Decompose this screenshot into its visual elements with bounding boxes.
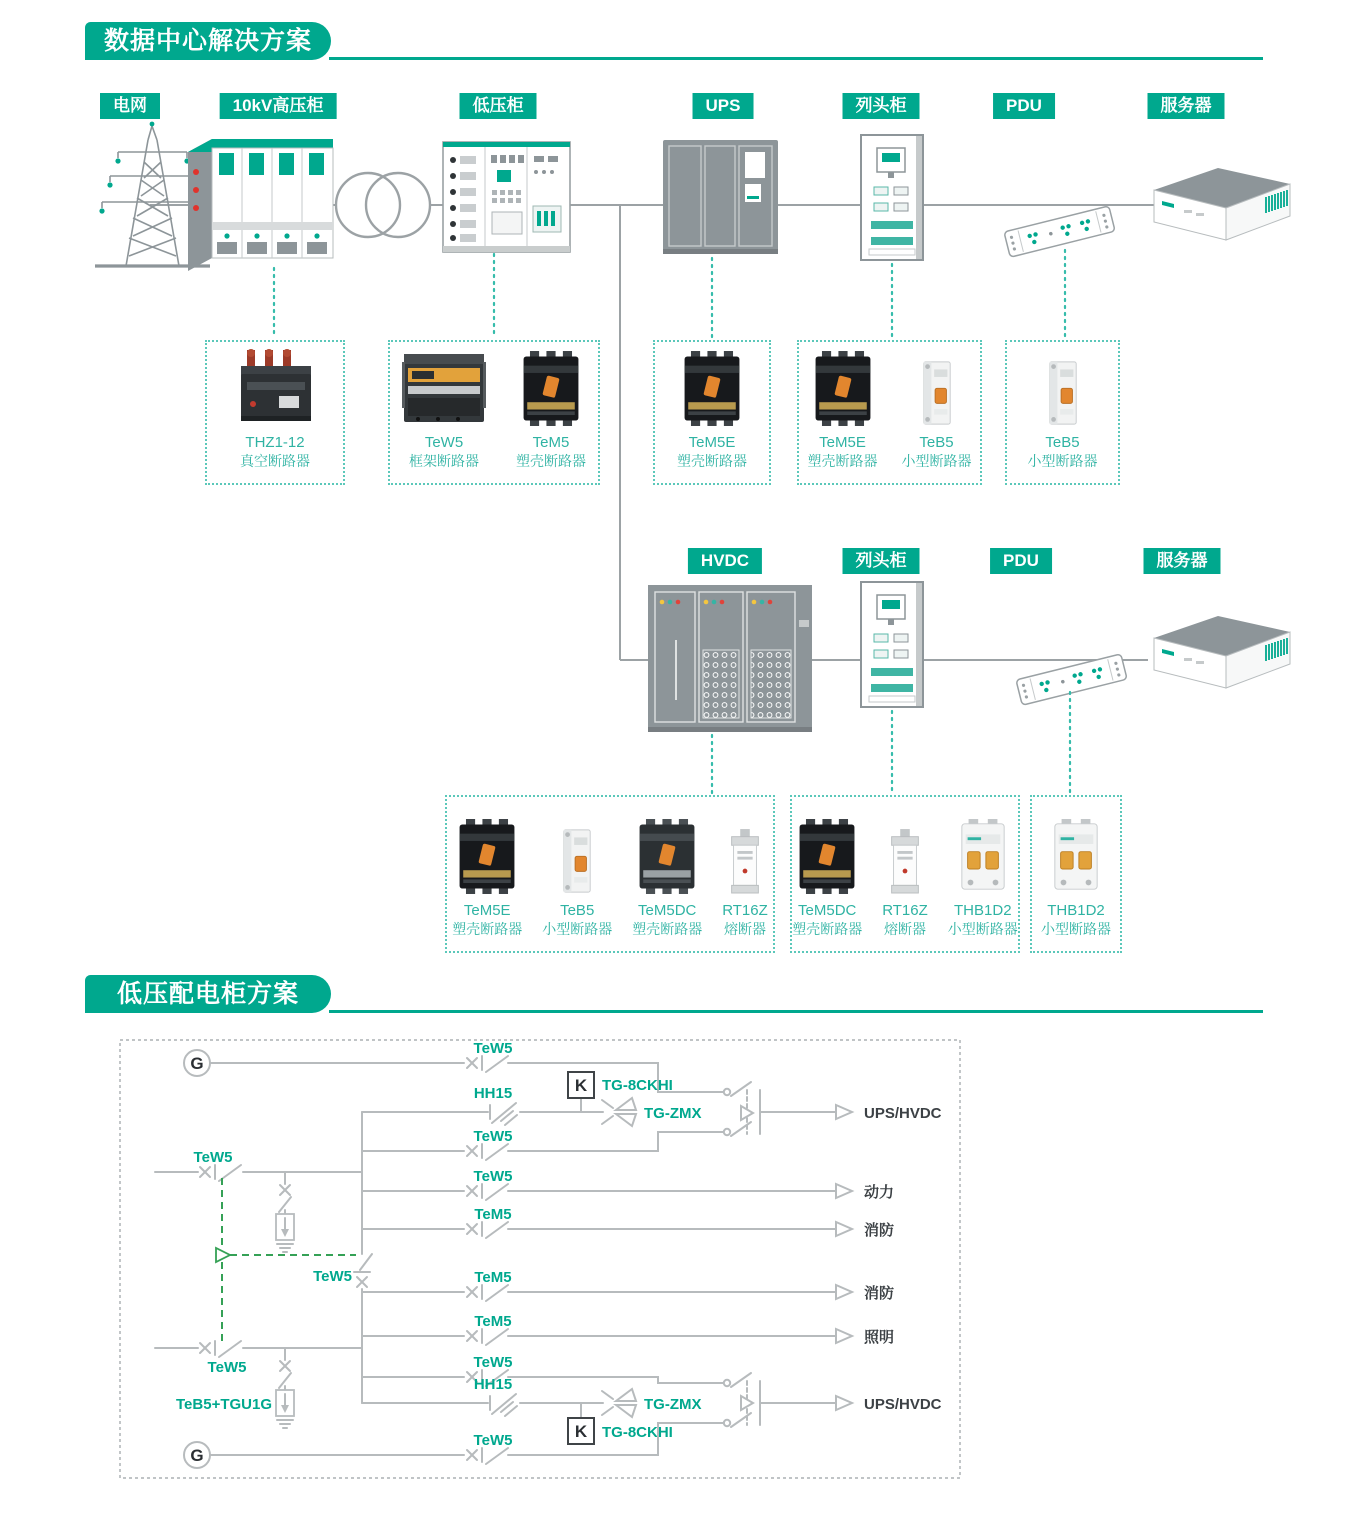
fuse-image — [724, 829, 766, 894]
fuse-image — [884, 829, 926, 894]
output-label: 消防 — [864, 1285, 895, 1302]
product-group-lv — [388, 340, 600, 485]
section-title-datacenter: 数据中心解决方案 — [85, 22, 331, 60]
product-type: 真空断路器 — [240, 453, 310, 469]
product-vcb — [233, 348, 317, 471]
breaker-symbol — [467, 1144, 508, 1160]
tg-zmx-symbol — [602, 1389, 636, 1417]
breaker-symbol — [467, 1056, 508, 1072]
ats-symbol — [724, 1373, 836, 1427]
tag-pdu: PDU — [993, 93, 1055, 119]
mcb-image — [558, 828, 596, 894]
pdu-illustration — [1004, 206, 1115, 257]
contactor-letter: K — [574, 1076, 588, 1095]
incoming-breaker — [200, 1341, 241, 1357]
product-mccb — [808, 351, 878, 471]
frame-breaker-image — [402, 348, 486, 426]
product-model: TeM5DC — [638, 902, 697, 919]
breaker-symbol — [467, 1222, 508, 1238]
output-label: UPS/HVDC — [864, 1105, 942, 1122]
output-arrow — [836, 1105, 852, 1119]
fuse-label: HH15 — [473, 1085, 513, 1102]
breaker-label: TeW5 — [473, 1432, 513, 1449]
product-model: TeM5E — [463, 902, 511, 919]
mccb-image — [811, 351, 875, 426]
fuse-switch-symbol — [490, 1394, 517, 1416]
product-type: 熔断器 — [883, 921, 926, 937]
product-group-hv — [205, 340, 345, 485]
title-underline — [329, 57, 1263, 60]
tag-pdu: PDU — [990, 548, 1052, 574]
product-type: 小型断路器 — [1041, 921, 1111, 937]
product-type: 小型断路器 — [947, 921, 1018, 937]
tg-zmx-symbol — [602, 1098, 636, 1126]
output-arrow — [836, 1396, 852, 1410]
mccb-image — [680, 351, 744, 426]
breaker-label: TeW5 — [473, 1040, 513, 1057]
contactor-letter: K — [574, 1422, 588, 1441]
mcb-image — [1044, 360, 1082, 426]
product-mccb-dc — [792, 819, 862, 939]
product-group-rowcab2 — [790, 795, 1020, 953]
output-arrow — [836, 1222, 852, 1236]
bus-tie-breaker — [354, 1254, 372, 1287]
product-model: THZ1-12 — [245, 434, 305, 451]
product-type: 小型断路器 — [542, 921, 613, 937]
product-type: 框架断路器 — [409, 453, 479, 469]
server-illustration — [1154, 168, 1290, 240]
product-model: TeW5 — [424, 434, 464, 451]
ats-symbol — [724, 1082, 836, 1136]
product-model: TeB5 — [560, 902, 595, 919]
transformer-symbol — [336, 173, 430, 237]
breaker-label: TeW5 — [473, 1128, 513, 1145]
product-model: TeM5E — [819, 434, 866, 451]
mccb-image — [635, 819, 699, 894]
tag-server: 服务器 — [1148, 93, 1225, 119]
product-type: 塑壳断路器 — [792, 921, 863, 937]
output-arrow — [836, 1184, 852, 1198]
breaker-symbol — [467, 1329, 508, 1345]
output-label: 动力 — [864, 1184, 895, 1201]
mccb-image — [519, 351, 583, 426]
product-model: TeM5DC — [798, 902, 857, 919]
vacuum-breaker-image — [233, 348, 317, 426]
product-type: 熔断器 — [723, 921, 766, 937]
breaker-label: TeW5 — [473, 1168, 513, 1185]
output-arrow — [836, 1285, 852, 1299]
mcb2-image — [957, 819, 1009, 894]
title-underline — [329, 1010, 1263, 1013]
output-label: UPS/HVDC — [864, 1396, 942, 1413]
product-group-pdu2 — [1030, 795, 1122, 953]
tag-server: 服务器 — [1144, 548, 1221, 574]
product-fuse — [882, 829, 928, 939]
product-type: 塑壳断路器 — [632, 921, 703, 937]
product-mccb — [452, 819, 522, 939]
product-mcb — [902, 360, 972, 471]
incoming-breaker — [200, 1165, 241, 1181]
fuse-label: HH15 — [473, 1376, 513, 1393]
output-arrow — [836, 1329, 852, 1343]
section-title-lv-panel: 低压配电柜方案 — [85, 975, 331, 1013]
breaker-label: TeM5 — [474, 1313, 512, 1330]
contactor-label: TG-8CKHI — [602, 1077, 673, 1094]
tag-lv-cabinet: 低压柜 — [460, 93, 537, 119]
breaker-symbol — [467, 1285, 508, 1301]
generator-letter: G — [190, 1446, 204, 1465]
product-type: 塑壳断路器 — [516, 453, 586, 469]
product-model: TeM5 — [532, 434, 570, 451]
product-group-rowcab — [797, 340, 982, 485]
row-cabinet-illustration — [861, 582, 923, 707]
spd-branch — [276, 1172, 294, 1252]
tag-row-cabinet: 列头柜 — [843, 93, 920, 119]
product-model: THB1D2 — [1047, 902, 1105, 919]
product-model: THB1D2 — [954, 902, 1012, 919]
breaker-label: TeM5 — [474, 1269, 512, 1286]
tag-ups: UPS — [693, 93, 754, 119]
product-model: TeM5E — [688, 434, 736, 451]
product-mcb — [1028, 360, 1098, 471]
tag-hvdc: HVDC — [688, 548, 762, 574]
spd-label: TeB5+TGU1G — [176, 1396, 272, 1413]
zmx-label: TG-ZMX — [644, 1105, 702, 1122]
tag-row-cabinet: 列头柜 — [843, 548, 920, 574]
product-type: 塑壳断路器 — [677, 453, 747, 469]
tie-breaker-label: TeW5 — [313, 1268, 352, 1285]
single-line-diagram — [155, 1040, 942, 1468]
spd-branch — [276, 1348, 294, 1428]
breaker-label: TeM5 — [474, 1206, 512, 1223]
breaker-symbol — [467, 1448, 508, 1464]
product-model: RT16Z — [882, 902, 928, 919]
breaker-symbol — [467, 1184, 508, 1200]
product-mcb — [542, 828, 612, 939]
ups-illustration — [663, 140, 778, 254]
row-cabinet-illustration — [861, 135, 923, 260]
product-type: 塑壳断路器 — [807, 453, 878, 469]
incomer-label: TeW5 — [207, 1359, 247, 1376]
product-group-hvdc — [445, 795, 775, 953]
output-label: 照明 — [864, 1329, 895, 1346]
output-label: 消防 — [864, 1222, 895, 1239]
product-type: 小型断路器 — [1027, 453, 1098, 469]
product-mccb — [677, 351, 747, 471]
incomer-label: TeW5 — [193, 1149, 233, 1166]
fuse-switch-symbol — [490, 1103, 517, 1125]
breaker-label: TeW5 — [473, 1354, 513, 1371]
pdu-illustration — [1016, 654, 1127, 705]
product-type: 小型断路器 — [901, 453, 972, 469]
contactor-label: TG-8CKHI — [602, 1424, 673, 1441]
product-fuse — [722, 829, 768, 939]
product-model: RT16Z — [722, 902, 768, 919]
product-mcb-2pole — [948, 819, 1018, 939]
mcb-image — [918, 360, 956, 426]
product-mccb-dc — [632, 819, 702, 939]
mccb-image — [795, 819, 859, 894]
product-group-ups — [653, 340, 771, 485]
product-group-pdu — [1005, 340, 1120, 485]
server-illustration — [1154, 616, 1290, 688]
hv-cabinet-illustration — [188, 139, 333, 271]
product-type: 塑壳断路器 — [452, 921, 523, 937]
product-mccb — [516, 351, 586, 471]
zmx-label: TG-ZMX — [644, 1396, 702, 1413]
product-model: TeB5 — [919, 434, 954, 451]
tag-power-grid: 电网 — [100, 93, 160, 119]
mccb-image — [455, 819, 519, 894]
product-acb — [402, 348, 486, 471]
product-mcb-2pole — [1041, 819, 1111, 939]
mcb2-image — [1050, 819, 1102, 894]
tag-hv-cabinet: 10kV高压柜 — [220, 93, 337, 119]
lv-cabinet-illustration — [443, 142, 570, 252]
hvdc-cabinet-illustration — [648, 585, 812, 732]
generator-letter: G — [190, 1054, 204, 1073]
product-model: TeB5 — [1045, 434, 1080, 451]
